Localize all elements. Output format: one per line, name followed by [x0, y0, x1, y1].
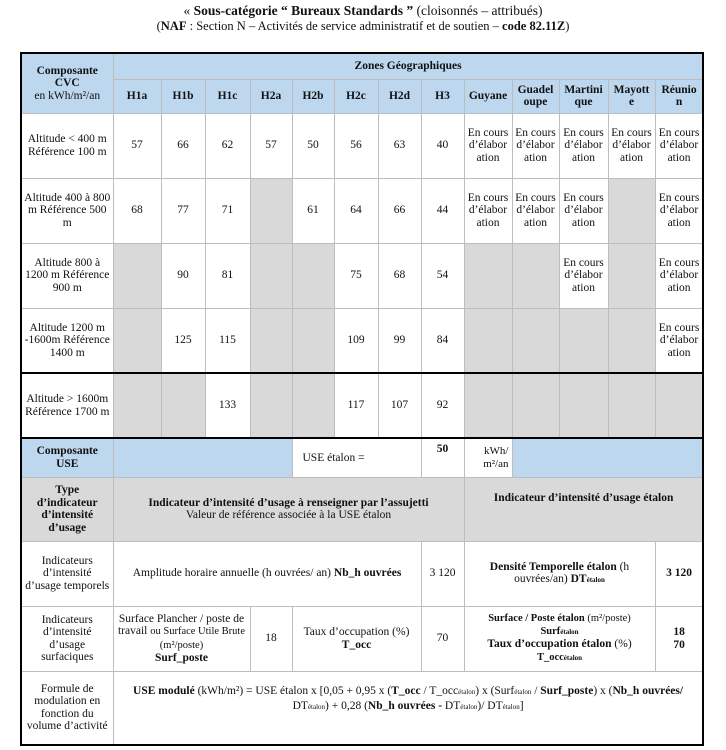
- dt-etalon-value: 3 120: [666, 567, 692, 580]
- pending-cell: En cours d’élabor ation: [655, 308, 703, 373]
- altitude-label: Altitude 400 à 800 m Référence 500 m: [21, 178, 113, 243]
- f-nbh2: Nb_h ouvrées -: [367, 699, 445, 712]
- zone-header-2: H1c: [205, 79, 250, 113]
- cvc-label-unit: en kWh/m²/an: [34, 89, 101, 102]
- tocc-label: Taux d’occupation (%): [303, 626, 410, 638]
- f-p4: / T_occ: [420, 684, 459, 697]
- pending-cell: En cours d’élabor ation: [655, 113, 703, 178]
- pending-cell: En cours d’élabor ation: [655, 243, 703, 308]
- use-blank-left: [113, 438, 292, 477]
- etalon-header: [464, 477, 703, 541]
- tocc-value: 70: [421, 606, 464, 671]
- subtitle-naf: NAF: [160, 19, 187, 33]
- cvc-label: [21, 53, 113, 113]
- use-blank-right: [512, 438, 703, 477]
- f-tocc: T_occ: [391, 684, 421, 697]
- f-p15: ]: [519, 699, 524, 712]
- value-cell: 71: [205, 178, 250, 243]
- surfaciques-etalon-desc: [464, 606, 655, 671]
- na-cell: [161, 373, 205, 438]
- altitude-label: Altitude > 1600m Référence 1700 m: [21, 373, 113, 438]
- surf-sym: Surf_poste: [154, 652, 209, 664]
- temporels-value: 3 120: [421, 541, 464, 606]
- na-cell: [250, 373, 292, 438]
- cvc-label-line1: Composante: [36, 64, 98, 77]
- altitude-label: Altitude 1200 m -1600m Référence 1400 m: [21, 308, 113, 373]
- value-cell: 81: [205, 243, 250, 308]
- value-cell: 57: [113, 113, 161, 178]
- zone-header-4: H2b: [292, 79, 334, 113]
- zone-header-11: Mayott e: [608, 79, 655, 113]
- f-surf-poste: Surf_poste: [540, 684, 594, 697]
- altitude-row: [21, 243, 703, 308]
- subtitle-open: (: [156, 19, 161, 33]
- altitude-label: Altitude < 400 m Référence 100 m: [21, 113, 113, 178]
- value-cell: 117: [334, 373, 378, 438]
- na-cell: [608, 243, 655, 308]
- temporels-desc-bold: Nb_h ouvrées: [333, 567, 402, 580]
- formula-text: [113, 671, 703, 745]
- na-cell: [512, 243, 559, 308]
- value-cell: 66: [161, 113, 205, 178]
- type-header-text: Type d’indicateur d’intensité d’usage: [36, 484, 98, 534]
- temporels-etalon-desc: [464, 541, 655, 606]
- f-nbh: Nb_h ouvrées/: [612, 684, 684, 697]
- na-cell: [608, 373, 655, 438]
- zone-header-5: H2c: [334, 79, 378, 113]
- surf-line1: Surface Plancher / poste de travail: [117, 612, 245, 637]
- title-prefix: «: [183, 3, 194, 18]
- tocc-etalon-sub: étalon: [563, 653, 583, 662]
- pending-cell: En cours d’élabor ation: [608, 113, 655, 178]
- dt-sub: étalon: [586, 576, 605, 584]
- pending-cell: En cours d’élabor ation: [512, 178, 559, 243]
- na-cell: [608, 178, 655, 243]
- pending-cell: En cours d’élabor ation: [559, 113, 608, 178]
- pending-cell: En cours d’élabor ation: [655, 178, 703, 243]
- value-cell: 77: [161, 178, 205, 243]
- value-cell: 68: [378, 243, 421, 308]
- subtitle-mid: : Section N – Activités de service administratif et de soutien –: [186, 19, 503, 33]
- subtitle-code: code 82.11Z: [502, 19, 566, 33]
- surf-etalon-plain: (m²/poste): [584, 613, 631, 624]
- pending-cell: En cours d’élabor ation: [559, 178, 608, 243]
- value-cell: 109: [334, 308, 378, 373]
- na-cell: [113, 308, 161, 373]
- dt-sym: DT: [570, 573, 587, 585]
- na-cell: [113, 373, 161, 438]
- value-cell: 84: [421, 308, 464, 373]
- dt-etalon-plain: (h ouvrées/an): [514, 560, 630, 585]
- surf-poste-desc: [113, 606, 250, 671]
- surfaciques-etalon-values: [655, 606, 703, 671]
- use-etalon-number: 50: [436, 443, 449, 455]
- value-cell: 115: [205, 308, 250, 373]
- altitude-row: [21, 373, 703, 438]
- use-etalon-label: USE étalon =: [302, 451, 365, 464]
- na-cell: [250, 243, 292, 308]
- na-cell: [292, 373, 334, 438]
- altitude-row: [21, 113, 703, 178]
- altitude-label: Altitude 800 à 1200 m Référence 900 m: [21, 243, 113, 308]
- pending-cell: En cours d’élabor ation: [464, 178, 512, 243]
- surf-etalon-bold: Surface / Poste étalon: [488, 613, 585, 624]
- na-cell: [250, 178, 292, 243]
- surf-etalon-sym: Surf: [540, 625, 561, 637]
- temporels-row: [21, 541, 703, 606]
- use-etalon-value: [421, 438, 464, 477]
- temporels-etalon-value: [655, 541, 703, 606]
- zone-header-1: H1b: [161, 79, 205, 113]
- surfaciques-label: Indicateurs d’intensité d’usage surfaciques: [21, 606, 113, 671]
- value-cell: 125: [161, 308, 205, 373]
- na-cell: [512, 308, 559, 373]
- na-cell: [559, 373, 608, 438]
- subtitle-close: ): [565, 19, 570, 33]
- value-cell: 92: [421, 373, 464, 438]
- temporels-desc-plain: Amplitude horaire annuelle (h ouvrées/ an): [132, 567, 334, 580]
- zones-row: [21, 79, 703, 113]
- surfaciques-row: [21, 606, 703, 671]
- cvc-header-row: [21, 53, 703, 79]
- value-cell: 90: [161, 243, 205, 308]
- f-sub4: étalon: [460, 702, 478, 711]
- altitude-row: [21, 308, 703, 373]
- na-cell: [464, 373, 512, 438]
- pending-cell: En cours d’élabor ation: [464, 113, 512, 178]
- tocc-etalon-value: 70: [673, 638, 685, 651]
- use-etalon-cell: [292, 438, 421, 477]
- temporels-desc: [113, 541, 421, 606]
- value-cell: 62: [205, 113, 250, 178]
- na-cell: [113, 243, 161, 308]
- value-cell: 57: [250, 113, 292, 178]
- value-cell: 66: [378, 178, 421, 243]
- na-cell: [250, 308, 292, 373]
- f-sub3: étalon: [307, 702, 326, 711]
- na-cell: [292, 308, 334, 373]
- value-cell: 68: [113, 178, 161, 243]
- surf-poste-value: 18: [250, 606, 292, 671]
- f-p8: ) x (: [593, 684, 613, 697]
- zone-header-7: H3: [421, 79, 464, 113]
- zones-title-text: Zones Géographiques: [354, 60, 462, 72]
- consumption-table: [20, 52, 704, 746]
- surf-line2: ou Surface Utile Brute (m²/poste): [150, 626, 245, 651]
- f-sub2: étalon: [514, 687, 532, 696]
- surf-etalon-sub: étalon: [560, 627, 579, 636]
- f-p2: (kWh/m²) = USE étalon x [0,05 + 0,95 x (: [194, 684, 392, 697]
- value-cell: 61: [292, 178, 334, 243]
- assujetti-header: [113, 477, 464, 541]
- na-cell: [464, 243, 512, 308]
- tocc-sym: T_occ: [341, 638, 372, 651]
- type-header: [21, 477, 113, 541]
- pending-cell: En cours d’élabor ation: [559, 243, 608, 308]
- use-label: [21, 438, 113, 477]
- cvc-label-line2: CVC: [54, 77, 80, 89]
- zone-header-0: H1a: [113, 79, 161, 113]
- f-sub5: étalon: [502, 702, 520, 711]
- tocc-etalon-sym: T_occ: [536, 651, 564, 663]
- f-p11: ) + 0,28 (: [325, 699, 368, 712]
- use-label-line1: Composante: [36, 445, 98, 458]
- temporels-label: Indicateurs d’intensité d’usage temporels: [21, 541, 113, 606]
- zone-header-9: Guadel oupe: [512, 79, 559, 113]
- na-cell: [559, 308, 608, 373]
- title-bold: Sous-catégorie “ Bureaux Standards ”: [193, 3, 414, 18]
- assujetti-header-text: Indicateur d’intensité d’usage à renseigner par l’assujetti: [148, 496, 429, 509]
- assujetti-subheader-text: Valeur de référence associée à la USE étalon: [185, 509, 392, 521]
- f-p14: )/ DT: [477, 699, 503, 712]
- title-rest: (cloisonnés – attribués): [413, 3, 543, 18]
- value-cell: 133: [205, 373, 250, 438]
- use-label-line2: USE: [56, 457, 79, 470]
- value-cell: 54: [421, 243, 464, 308]
- tocc-etalon-bold: Taux d’occupation étalon: [487, 638, 612, 650]
- value-cell: 44: [421, 178, 464, 243]
- f-use-module: USE modulé: [133, 684, 195, 697]
- f-p10: DT: [292, 699, 308, 712]
- zone-header-6: H2d: [378, 79, 421, 113]
- altitude-row: [21, 178, 703, 243]
- na-cell: [464, 308, 512, 373]
- formula-row: [21, 671, 703, 745]
- value-cell: 64: [334, 178, 378, 243]
- value-cell: 107: [378, 373, 421, 438]
- indicator-header-row: [21, 477, 703, 541]
- tocc-desc: [292, 606, 421, 671]
- f-p6: /: [531, 684, 541, 697]
- tocc-etalon-plain: (%): [611, 638, 632, 650]
- value-cell: 75: [334, 243, 378, 308]
- na-cell: [608, 308, 655, 373]
- use-etalon-unit: kWh/ m²/an: [464, 438, 512, 477]
- formula-label: Formule de modulation en fonction du volume d’activité: [21, 671, 113, 745]
- value-cell: 50: [292, 113, 334, 178]
- na-cell: [655, 373, 703, 438]
- f-sub1: étalon: [458, 687, 476, 696]
- na-cell: [292, 243, 334, 308]
- value-cell: 56: [334, 113, 378, 178]
- surf-etalon-value: 18: [673, 626, 685, 638]
- value-cell: 40: [421, 113, 464, 178]
- page-subtitle: [0, 18, 726, 34]
- pending-cell: En cours d’élabor ation: [512, 113, 559, 178]
- value-cell: 99: [378, 308, 421, 373]
- zones-title: [113, 53, 703, 79]
- f-p13: DT: [444, 699, 461, 712]
- zone-header-12: Réunio n: [655, 79, 703, 113]
- dt-etalon-bold: Densité Temporelle étalon: [489, 560, 617, 573]
- zone-header-10: Martini que: [559, 79, 608, 113]
- value-cell: 63: [378, 113, 421, 178]
- etalon-header-text: Indicateur d’intensité d’usage étalon: [493, 491, 674, 504]
- f-p5: ) x (Surf: [475, 684, 515, 697]
- use-row: [21, 438, 703, 477]
- zone-header-3: H2a: [250, 79, 292, 113]
- page-title: [0, 3, 726, 19]
- na-cell: [512, 373, 559, 438]
- zone-header-8: Guyane: [464, 79, 512, 113]
